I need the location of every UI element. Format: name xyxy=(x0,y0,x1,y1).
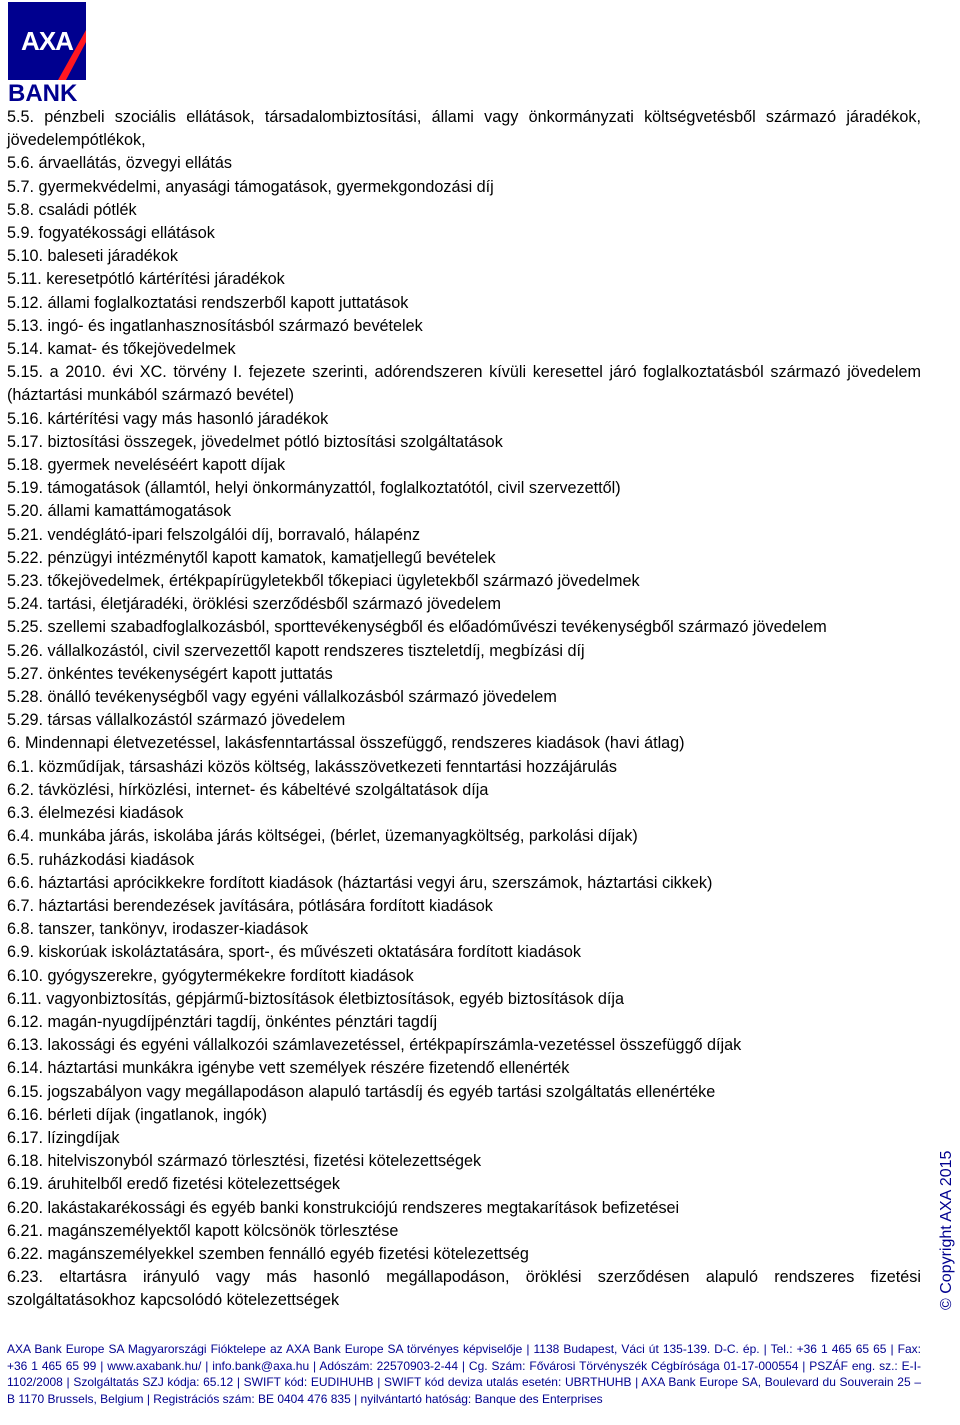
list-item: 6.3. élelmezési kiadások xyxy=(7,804,184,823)
list-item: 5.22. pénzügyi intézménytől kapott kamatok, kamatjellegű bevételek xyxy=(7,548,496,567)
list-item: 6.2. távközlési, hírközlési, internet- és kábeltévé szolgáltatások díja xyxy=(7,780,489,799)
list-item: 6.14. háztartási munkákra igénybe vett személyek részére fizetendő ellenérték xyxy=(7,1059,570,1078)
list-item: 6.11. vagyonbiztosítás, gépjármű-biztosítások életbiztosítások, egyéb biztosítások díja xyxy=(7,989,624,1008)
bank-logo-text: BANK xyxy=(8,80,78,107)
list-item: 6.21. magánszemélyektől kapott kölcsönök törlesztése xyxy=(7,1221,399,1240)
list-item: 5.10. baleseti járadékok xyxy=(7,247,178,266)
list-item: 6.17. lízingdíjak xyxy=(7,1128,120,1147)
list-item: 6.19. áruhitelből eredő fizetési kötelezettségek xyxy=(7,1175,340,1194)
list-item: 5.27. önkéntes tevékenységért kapott juttatás xyxy=(7,664,333,683)
list-item: 5.9. fogyatékossági ellátások xyxy=(7,224,215,243)
list-item: 5.17. biztosítási összegek, jövedelmet pótló biztosítási szolgáltatások xyxy=(7,432,503,451)
list-item: 5.29. társas vállalkozástól származó jövedelem xyxy=(7,711,346,730)
section-heading: 6. Mindennapi életvezetéssel, lakásfenntartással összefüggő, rendszeres kiadások (havi átlag) xyxy=(7,734,685,753)
list-item: 6.12. magán-nyugdíjpénztári tagdíj, önkéntes pénztári tagdíj xyxy=(7,1012,438,1031)
list-item: 5.6. árvaellátás, özvegyi ellátás xyxy=(7,154,232,173)
page-footer: AXA Bank Europe SA Magyarországi Fióktelepe az AXA Bank Europe SA törvényes képviselője | 1138 Budapest, Váci út 135-139. D-C. ép. | Tel.: +36 1 465 65 65 | Fax: +36 1 465 65 99 | www.axabank.hu/ | info.bank@axa.hu | Adószám: 22570903-2-44 | Cg. Szám: Fővárosi Törvényszék Cégbírósága 01-17-000554 | PSZÁF eng. sz.: E-I-1102/2008 | Szolgáltatás SZJ kódja: 65.12 | SWIFT kód: EUDIHUHB | SWIFT kód deviza utalás esetén: UBRTHUHB | AXA Bank Europe SA, Boulevard du Souverain 25 – B 1170 Brussels, Belgium | Registrációs szám: BE 0404 476 835 | nyilvántartó hatóság: Banque des Enterprises xyxy=(7,1342,921,1406)
document-body xyxy=(7,106,921,1313)
list-item: 5.28. önálló tevékenységből vagy egyéni vállalkozásból származó jövedelem xyxy=(7,688,557,707)
list-item: 6.1. közműdíjak, társasházi közös költség, lakásszövetkezeti fenntartási hozzájárulás xyxy=(7,757,618,776)
list-item: 5.19. támogatások (államtól, helyi önkormányzattól, foglalkoztatótól, civil szervezettől) xyxy=(7,479,621,498)
list-item: 5.14. kamat- és tőkejövedelmek xyxy=(7,340,236,359)
list-item: 6.4. munkába járás, iskolába járás költségei, (bérlet, üzemanyagköltség, parkolási díjak) xyxy=(7,827,638,846)
list-item: 6.22. magánszemélyekkel szemben fennálló egyéb fizetési kötelezettség xyxy=(7,1244,529,1263)
list-item: 5.16. kártérítési vagy más hasonló járadékok xyxy=(7,409,329,428)
list-item: 6.10. gyógyszerekre, gyógytermékekre fordított kiadások xyxy=(7,966,414,985)
list-item: 6.15. jogszabályon vagy megállapodáson alapuló tartásdíj és egyéb tartási szolgáltatás ellenértéke xyxy=(7,1082,716,1101)
list-item: 5.12. állami foglalkoztatási rendszerből kapott juttatások xyxy=(7,293,409,312)
list-item: 5.8. családi pótlék xyxy=(7,200,137,219)
list-item: 6.20. lakástakarékossági és egyéb banki konstrukciójú rendszeres megtakarítások befizetései xyxy=(7,1198,680,1217)
list-item: 6.16. bérleti díjak (ingatlanok, ingók) xyxy=(7,1105,268,1124)
list-item: 6.7. háztartási berendezések javítására, pótlására fordított kiadások xyxy=(7,896,493,915)
copyright-watermark: © Copyright AXA 2015 xyxy=(938,1150,955,1310)
list-item: 5.20. állami kamattámogatások xyxy=(7,502,232,521)
list-item: 5.18. gyermek neveléséért kapott díjak xyxy=(7,456,286,475)
axa-bank-logo xyxy=(8,2,90,107)
list-item: 6.13. lakossági és egyéni vállalkozói számlavezetéssel, értékpapírszámla-vezetéssel összefüggő díjak xyxy=(7,1036,742,1055)
list-item: 5.15. a 2010. évi XC. törvény I. fejezete szerinti, adórendszeren kívüli keresettel járó foglalkoztatásból származó jövedelem (háztartási munkából származó bevétel) xyxy=(7,363,921,405)
list-item: 6.8. tanszer, tankönyv, irodaszer-kiadások xyxy=(7,920,309,939)
list-item: 6.18. hitelviszonyból származó törlesztési, fizetési kötelezettségek xyxy=(7,1152,482,1171)
list-item: 5.26. vállalkozástól, civil szervezettől kapott rendszeres tiszteletdíj, megbízási díj xyxy=(7,641,585,660)
list-item: 6.5. ruházkodási kiadások xyxy=(7,850,195,869)
list-item: 5.11. keresetpótló kártérítési járadékok xyxy=(7,270,285,289)
list-item: 5.7. gyermekvédelmi, anyasági támogatások, gyermekgondozási díj xyxy=(7,177,494,196)
list-item: 5.21. vendéglátó-ipari felszolgálói díj, borravaló, hálapénz xyxy=(7,525,421,544)
list-item: 5.24. tartási, életjáradéki, öröklési szerződésből származó jövedelem xyxy=(7,595,501,614)
list-item: 6.23. eltartásra irányuló vagy más hasonló megállapodáson, öröklési szerződésen alapuló rendszeres fizetési szolgáltatásokhoz kapcsolódó kötelezettségek xyxy=(7,1268,921,1310)
list-item: 5.23. tőkejövedelmek, értékpapírügyletekből tőkepiaci ügyletekből származó jövedelmek xyxy=(7,572,640,591)
axa-logo-text: AXA xyxy=(21,25,73,56)
list-item: 5.25. szellemi szabadfoglalkozásból, sporttevékenységből és előadóművészi tevékenységből származó jövedelem xyxy=(7,618,827,637)
list-item: 5.5. pénzbeli szociális ellátások, társadalombiztosítási, állami vagy önkormányzati költségvetésből származó járadékok, jövedelempótlékok, xyxy=(7,108,921,150)
list-item: 6.6. háztartási aprócikkekre fordított kiadások (háztartási vegyi áru, szerszámok, háztartási cikkek) xyxy=(7,873,713,892)
list-item: 5.13. ingó- és ingatlanhasznosításból származó bevételek xyxy=(7,316,423,335)
list-item: 6.9. kiskorúak iskoláztatására, sport-, és művészeti oktatására fordított kiadások xyxy=(7,943,582,962)
